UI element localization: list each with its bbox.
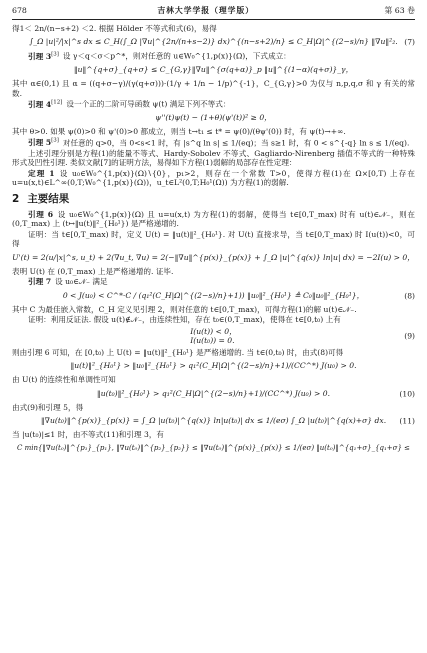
- lemma-3-ref: [3]: [51, 51, 59, 58]
- proof-6-end: 表明 U(t) 在 (0,T_max) 上是严格递增的. 证毕.: [12, 266, 174, 276]
- proof-7-continuity: 由 U(t) 的连续性和单调性可知: [12, 375, 116, 385]
- running-header: [12, 6, 415, 20]
- summary-paragraph: 上述引理分别是方程(1)的能量不等式、Hardy-Sobolev 不等式、Gagliardo-Nirenberg 插值不等式的一种特殊形式及凹性引理. 类似文献[7]的证明方法，易得如下方程(1)弱解的局部存在性定理：: [12, 148, 415, 168]
- final-equation: [12, 442, 415, 456]
- equation-10-content: ‖u(t₀)‖²_{H₀¹} > q₁²(C_H|Ω|^{(2−s)/n}+1)/(CC^*) J(u₀) > 0.: [96, 388, 331, 398]
- equation-9-line-2: I(u(t₀)) = 0.: [190, 336, 235, 346]
- lemma-7-text: 设 u₀∈𝒩₋ 满足: [55, 277, 108, 287]
- equation-8-number: (8): [404, 290, 415, 300]
- theorem-1-text: 设 u₀∈W₀^{1,p(x)}(Ω)∖{0}，p₁>2，则存在一个常数 T>0，使得方程(1)在 Ω×[0,T) 上存在 u=u(x,t)∈L^∞(0,T;W₀^{1,p(x)}(Ω))，u_t∈L²(0,T;H₀¹(Ω)) 为方程(1)的弱解.: [12, 168, 415, 188]
- equation-8-content: 0 < J(u₀) < C^*·C / (q₁²(C_H|Ω|^{(2−s)/n}+1)) ‖u₀‖²_{H₀¹} ≜ C₀‖u₀‖²_{H₀¹}，: [62, 290, 365, 300]
- lemma-6-label: 引理 6: [28, 209, 54, 219]
- proof-7-monotone: 则由引理 6 可知，在 [0,t₀) 上 U(t) = ‖u(t)‖²_{H₀¹} 是严格递增的. 当 t∈(0,t₀) 时，由式(8)可得: [12, 347, 344, 357]
- section-heading: [12, 193, 415, 206]
- equation-7-content: ∫_Ω |u|²/|x|^s dx ≤ C_H(∫_Ω |∇u|^{2n/(n+s−2)} dx)^{(n−s+2)/n} ≤ C_H|Ω|^{(2−s)/n} ‖∇u‖²₂.: [29, 37, 398, 47]
- lemma-4-label: 引理 4: [28, 99, 52, 109]
- equation-9-number: (9): [404, 331, 415, 341]
- section-title: 主要结果: [27, 192, 70, 205]
- proof-7-case: 当 |u(t₀)|≤1 时，由不等式(11)和引理 3，有: [12, 430, 165, 440]
- lemma-6: [12, 210, 415, 229]
- journal-title: 吉林大学学报（理学版）: [157, 6, 255, 15]
- lemma-5-ref: [3]: [51, 137, 59, 144]
- theorem-1-label: 定理 1: [28, 168, 55, 178]
- lemma-3-equation-content: ‖u‖^{q+σ}_{q+σ} ≤ C_{G,γ}‖∇u‖^{σ(q+α)}_p ‖u‖^{(1−α)(q+σ)}_γ，: [73, 65, 354, 75]
- lemma-6-text: 设 u₀∈W₀^{1,p(x)}(Ω) 且 u=u(x,t) 为方程(1)的弱解，使得当 t∈[0,T_max) 时有 u(t)∈𝒩₋，则在 (0,T_max) 上 (t↦‖u(t)‖²_{H₀¹}) 是严格递增的.: [12, 209, 415, 229]
- equation-9-line-1: I(u(t)) < 0，: [190, 326, 237, 336]
- equation-11: [12, 414, 415, 428]
- lemma-4: [12, 99, 415, 109]
- lemma-4-equation-content: ψ''(t)ψ(t) − (1+θ)(ψ'(t))² ≥ 0，: [155, 113, 272, 123]
- lemma-3-equation: [12, 63, 415, 77]
- proof-7-intro: 证明：利用反证法. 假设 u(t)∉𝒩₋，由连续性知，存在 t₀∈(0,T_max)，使得在 t∈[0,t₀) 上有: [28, 315, 341, 325]
- lemma-5-label: 引理 5: [28, 138, 52, 148]
- equation-9: [12, 327, 415, 346]
- equation-7: [12, 35, 415, 49]
- proof-6-equation-content: U'(t) = 2(u/|x|^s, u_t) + 2(∇u_t, ∇u) = 2(−‖∇u‖^{p(x)}_{p(x)} + ∫_Ω |u|^{q(x)} ln|u| dx) = −2I(u) > 0，: [12, 252, 415, 262]
- lemma-3-label: 引理 3: [28, 51, 52, 61]
- proof-6-intro: 证明：当 t∈[0,T_max) 时，定义 U(t) = ‖u(t)‖²_{H₀¹}. 对 U(t) 直接求导，当 t∈[0,T_max) 时 I(u(t))<0，可得: [12, 229, 415, 249]
- volume-label: 第 63 卷: [384, 6, 415, 15]
- lemma-7-where: 其中 C 为最佳嵌入常数，C_H 定义见引理 2，则对任意的 t∈[0,T_max)，可得方程(1)的解 u(t)∈𝒩₋.: [12, 304, 357, 314]
- lemma-4-after: 其中 θ>0. 如果 ψ(0)>0 和 ψ'(0)>0 都成立，则当 t→t₁ ≤ t* = ψ(0)/(θψ'(0)) 时，有 ψ(t)→+∞.: [12, 127, 346, 137]
- equation-10-number: (10): [399, 388, 415, 398]
- lemma-7-label: 引理 7: [28, 277, 52, 287]
- equation-10: [12, 387, 415, 401]
- equation-11-number: (11): [399, 416, 415, 426]
- lemma-3-where: 其中 α∈(0,1) 且 α = ((q+σ−γ)/(γ(q+σ)))·(1/γ + 1/n − 1/p)^{-1}，C_{G,γ}>0 为仅与 n,p,q,σ 和 γ 有关的常数.: [12, 79, 415, 98]
- lemma-5: [12, 138, 415, 148]
- proof-6-equation: [12, 251, 415, 265]
- lemma-5-text: 对任意的 q>0，当 0<s<1 时，有 |s^q ln s| ≤ 1/(eq)；当 s≥1 时，有 0 < s^{-q} ln s ≤ 1/(eq).: [62, 138, 410, 148]
- lemma-4-text: 设一个正的二阶可导函数 ψ(t) 满足下列不等式：: [66, 99, 231, 109]
- lemma-3-text: 设 γ＜q＜σ＜p^*，则对任意的 u∈W₀^{1,p(x)}(Ω)，下式成立：: [62, 51, 291, 61]
- lemma-4-equation: [12, 111, 415, 125]
- proof-7-equation-content: ‖u(t)‖²_{H₀¹} > ‖u₀‖²_{H₀¹} > q₁²(C_H|Ω|^{(2−s)/n}+1)/(CC^*) J(u₀) > 0.: [70, 361, 357, 371]
- intro-line: 得1＜ 2n/(n−s+2) ＜2. 根据 Hölder 不等式和式(6)，易得: [12, 23, 217, 33]
- page-number: 678: [12, 6, 27, 15]
- proof-7-equation: [12, 359, 415, 373]
- theorem-1: [12, 169, 415, 188]
- lemma-7: [12, 277, 415, 286]
- section-number: 2: [12, 192, 20, 205]
- lemma-4-ref: [12]: [51, 99, 63, 106]
- lemma-3: [12, 51, 415, 61]
- final-equation-content: C min{‖∇u(t₀)‖^{p₁}_{p₁}, ‖∇u(t₀)‖^{p₂}_{p₂}} ≤ ‖∇u(t₀)‖^{p(x)}_{p(x)} ≤ 1/(eσ) ‖u(t₀)‖^{q₁+σ}_{q₁+σ} ≤: [17, 444, 410, 453]
- equation-8: [12, 289, 415, 303]
- equation-7-number: (7): [404, 37, 415, 47]
- equation-11-content: ‖∇u(t₀)‖^{p(x)}_{p(x)} = ∫_Ω |u(t₀)|^{q(x)} ln|u(t₀)| dx ≤ 1/(eσ) ∫_Ω |u(t₀)|^{q(x)+σ} dx.: [40, 416, 387, 426]
- proof-7-from-9: 由式(9)和引理 5，得: [12, 402, 84, 412]
